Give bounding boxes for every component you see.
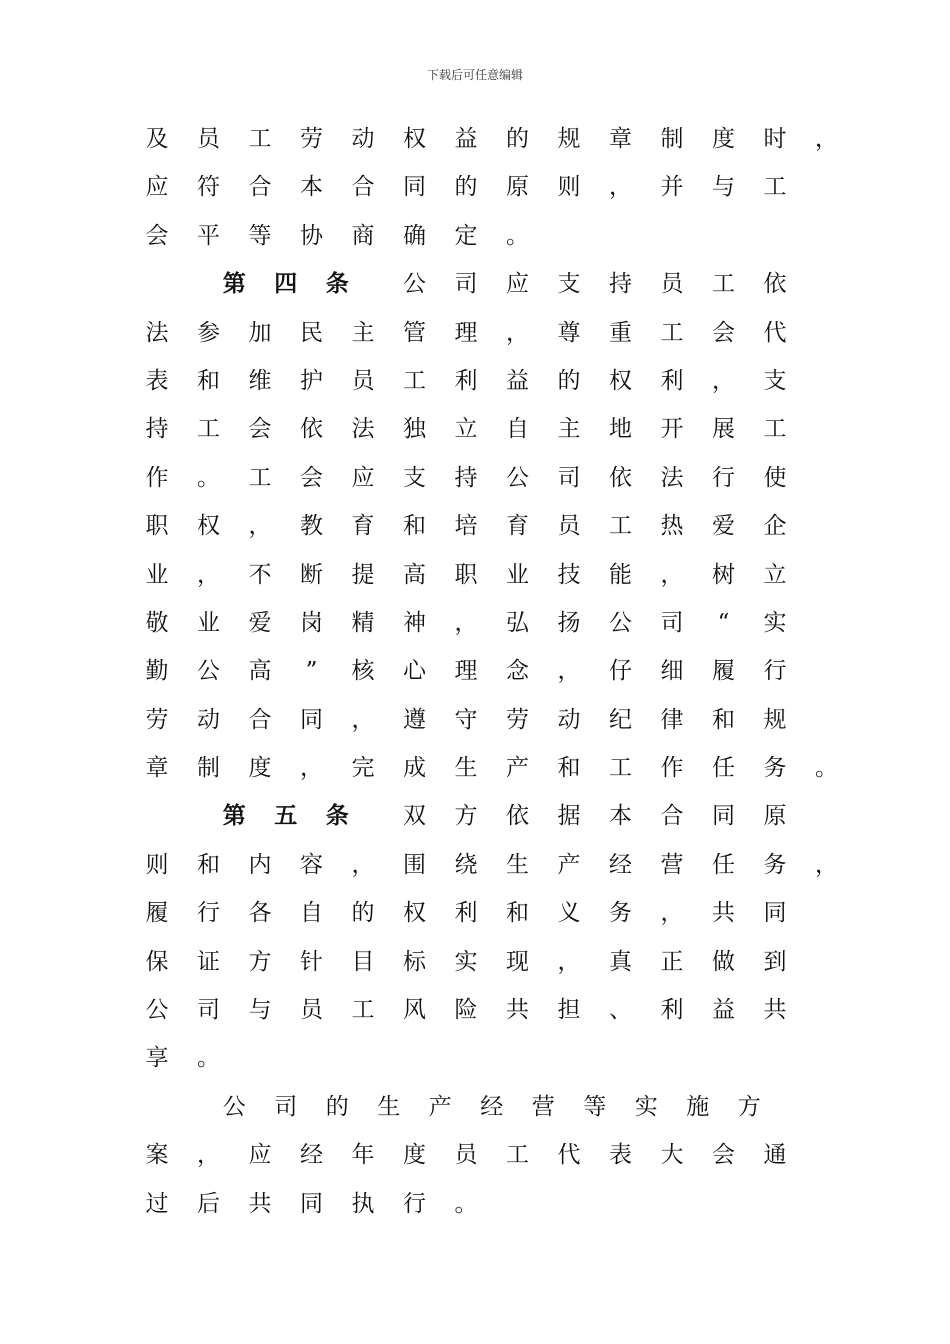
text-char: 施 xyxy=(686,1093,710,1120)
text-char: 表 xyxy=(609,1142,632,1169)
text-line xyxy=(0,1180,950,1228)
text-char: 围 xyxy=(403,851,426,878)
text-char: 工 xyxy=(763,416,787,443)
page-header-note: 下载后可任意编辑 xyxy=(426,68,523,82)
text-char: ， xyxy=(712,367,735,394)
text-line xyxy=(0,502,950,550)
text-char: 热 xyxy=(660,513,684,540)
text-char: 经 xyxy=(480,1093,504,1120)
text-char: 劳 xyxy=(506,706,529,733)
text-char: 则 xyxy=(557,174,581,201)
text-char: 务 xyxy=(763,755,787,782)
text-char: 营 xyxy=(660,851,684,878)
text-char: 做 xyxy=(712,948,735,975)
text-char: 益 xyxy=(506,367,529,394)
text-char: 章 xyxy=(145,755,169,782)
text-char: 合 xyxy=(351,174,375,201)
text-char: 产 xyxy=(506,755,529,782)
text-char: 公 xyxy=(403,271,426,298)
text-char: 业 xyxy=(506,561,529,588)
text-char: 生 xyxy=(506,851,529,878)
text-char: 管 xyxy=(403,319,426,346)
text-char: 规 xyxy=(557,126,581,152)
text-char: 后 xyxy=(197,1190,220,1217)
text-char: 加 xyxy=(248,319,272,346)
text-char: 内 xyxy=(248,851,272,878)
text-char: 任 xyxy=(712,755,735,782)
text-char: 经 xyxy=(300,1142,323,1169)
text-char: 度 xyxy=(403,1142,426,1169)
text-char: 合 xyxy=(248,174,272,201)
text-char: 尊 xyxy=(557,319,581,346)
text-char: 据 xyxy=(557,803,581,830)
text-char: 司 xyxy=(660,609,684,636)
text-char: 的 xyxy=(557,367,581,394)
text-line xyxy=(0,357,950,405)
text-char: 主 xyxy=(557,416,581,443)
text-char: 。 xyxy=(454,1190,478,1217)
text-char: 权 xyxy=(403,126,426,152)
text-char: 成 xyxy=(403,755,426,782)
text-char: 享 xyxy=(145,1045,169,1072)
text-char: 提 xyxy=(351,561,375,588)
text-char: 共 xyxy=(712,900,735,927)
text-char: 公 xyxy=(145,997,169,1024)
text-char: 利 xyxy=(454,900,478,927)
text-char: 业 xyxy=(145,561,169,588)
text-char: 敬 xyxy=(145,609,169,636)
text-char: ， xyxy=(557,658,581,685)
text-char: 司 xyxy=(197,997,220,1024)
text-char: 工 xyxy=(351,997,375,1024)
text-char: 员 xyxy=(351,367,375,394)
article-heading-char: 五 xyxy=(274,802,298,830)
text-char: 爱 xyxy=(248,609,272,636)
text-char: 工 xyxy=(763,174,787,201)
text-char: 作 xyxy=(145,464,169,491)
text-char: 保 xyxy=(145,948,169,975)
text-char: 遵 xyxy=(403,706,426,733)
text-char: 行 xyxy=(712,464,735,491)
text-char: “ xyxy=(717,609,730,636)
text-char: 同 xyxy=(712,803,735,830)
text-char: 育 xyxy=(506,513,529,540)
text-char: 大 xyxy=(660,1142,684,1169)
text-char: 时 xyxy=(763,126,787,152)
text-char: 制 xyxy=(660,126,684,152)
text-char: 民 xyxy=(300,319,323,346)
text-char: 职 xyxy=(145,513,169,540)
text-char: 司 xyxy=(557,464,581,491)
text-char: 实 xyxy=(763,609,787,636)
text-char: 心 xyxy=(403,658,426,685)
text-char: ， xyxy=(815,126,838,152)
text-char: 年 xyxy=(351,1142,375,1169)
text-char: 同 xyxy=(300,706,323,733)
text-char: 司 xyxy=(454,271,478,298)
text-char: 确 xyxy=(403,222,426,249)
text-char: 正 xyxy=(660,948,684,975)
text-line xyxy=(0,696,950,744)
text-char: 工 xyxy=(506,1142,529,1169)
text-char: 益 xyxy=(712,997,735,1024)
text-char: 断 xyxy=(300,561,323,588)
text-char: 职 xyxy=(454,561,478,588)
text-char: 产 xyxy=(557,851,581,878)
text-char: 等 xyxy=(248,222,272,249)
article-heading-char: 条 xyxy=(325,270,349,298)
text-char: 参 xyxy=(197,319,220,346)
text-char: 各 xyxy=(248,900,272,927)
text-char: 通 xyxy=(763,1142,787,1169)
text-line xyxy=(0,454,950,502)
text-char: 主 xyxy=(351,319,375,346)
text-char: 代 xyxy=(763,319,787,346)
text-char: 持 xyxy=(454,464,478,491)
text-char: 依 xyxy=(763,271,787,298)
text-char: ， xyxy=(557,948,581,975)
document-body xyxy=(0,115,950,1228)
text-char: 担 xyxy=(557,997,581,1024)
text-char: 章 xyxy=(609,126,632,152)
article-heading-char: 条 xyxy=(325,802,349,830)
text-char: ” xyxy=(305,658,318,685)
text-char: 培 xyxy=(454,513,478,540)
text-char: 、 xyxy=(609,997,632,1024)
text-char: 方 xyxy=(248,948,272,975)
text-char: 和 xyxy=(197,367,220,394)
text-char: 会 xyxy=(248,416,272,443)
text-char: 和 xyxy=(506,900,529,927)
text-char: 公 xyxy=(197,658,220,685)
text-char: 平 xyxy=(197,222,220,249)
text-char: 法 xyxy=(660,464,684,491)
text-char: 工 xyxy=(660,319,684,346)
text-char: 工 xyxy=(248,126,272,152)
text-char: 益 xyxy=(454,126,478,152)
text-char: 法 xyxy=(351,416,375,443)
text-char: 精 xyxy=(351,609,375,636)
text-line xyxy=(0,405,950,453)
text-char: 工 xyxy=(712,271,735,298)
text-char: 岗 xyxy=(300,609,323,636)
text-char: 和 xyxy=(712,706,735,733)
text-char: ， xyxy=(660,900,684,927)
text-char: 工 xyxy=(197,416,220,443)
text-char: 及 xyxy=(145,126,169,152)
text-line xyxy=(0,599,950,647)
text-char: 能 xyxy=(609,561,632,588)
text-char: 支 xyxy=(403,464,426,491)
text-char: 扬 xyxy=(557,609,581,636)
text-char: 与 xyxy=(712,174,735,201)
text-char: 经 xyxy=(609,851,632,878)
text-char: 行 xyxy=(197,900,220,927)
text-char: 企 xyxy=(763,513,787,540)
text-char: 会 xyxy=(300,464,323,491)
text-char: ， xyxy=(351,706,375,733)
text-char: 等 xyxy=(583,1093,607,1120)
text-char: 实 xyxy=(634,1093,658,1120)
text-char: 务 xyxy=(763,851,787,878)
text-char: 司 xyxy=(274,1093,298,1120)
text-char: 共 xyxy=(248,1190,272,1217)
text-char: 弘 xyxy=(506,609,529,636)
text-char: 符 xyxy=(197,174,220,201)
text-char: 共 xyxy=(506,997,529,1024)
text-char: 本 xyxy=(300,174,323,201)
text-line xyxy=(0,1083,950,1131)
text-char: 实 xyxy=(454,948,478,975)
text-char: 依 xyxy=(506,803,529,830)
text-char: 工 xyxy=(403,367,426,394)
text-char: 法 xyxy=(145,319,169,346)
text-char: 则 xyxy=(145,851,169,878)
text-char: 高 xyxy=(248,658,272,685)
text-char: 利 xyxy=(660,997,684,1024)
text-char: 行 xyxy=(763,658,787,685)
text-char: ， xyxy=(351,851,375,878)
text-char: 神 xyxy=(403,609,426,636)
text-char: 工 xyxy=(609,513,632,540)
text-char: 护 xyxy=(300,367,323,394)
text-char: 过 xyxy=(145,1190,169,1217)
text-line xyxy=(0,212,950,260)
text-char: 展 xyxy=(712,416,735,443)
text-char: 的 xyxy=(454,174,478,201)
text-char: 权 xyxy=(609,367,632,394)
text-char: 持 xyxy=(145,416,169,443)
article-heading-char: 第 xyxy=(222,270,246,298)
text-char: 代 xyxy=(557,1142,581,1169)
text-char: 原 xyxy=(506,174,529,201)
text-char: 持 xyxy=(609,271,632,298)
text-char: 员 xyxy=(300,997,323,1024)
text-char: 劳 xyxy=(145,706,169,733)
text-char: 利 xyxy=(454,367,478,394)
text-char: 并 xyxy=(660,174,684,201)
text-char: 细 xyxy=(660,658,684,685)
text-char: 现 xyxy=(506,948,529,975)
text-line xyxy=(0,647,950,695)
text-char: 风 xyxy=(403,997,426,1024)
text-char: 行 xyxy=(403,1190,426,1217)
text-char: 证 xyxy=(197,948,220,975)
text-char: 履 xyxy=(712,658,735,685)
text-char: 度 xyxy=(248,755,272,782)
text-char: 员 xyxy=(660,271,684,298)
text-char: 育 xyxy=(351,513,375,540)
text-char: 营 xyxy=(531,1093,555,1120)
text-char: 树 xyxy=(712,561,735,588)
text-char: 念 xyxy=(506,658,529,685)
text-char: 定 xyxy=(454,222,478,249)
text-char: 应 xyxy=(248,1142,272,1169)
text-char: 完 xyxy=(351,755,375,782)
text-line xyxy=(0,551,950,599)
text-char: 标 xyxy=(403,948,426,975)
text-char: 依 xyxy=(300,416,323,443)
text-char: 工 xyxy=(248,464,272,491)
text-line xyxy=(0,260,950,308)
text-char: 规 xyxy=(763,706,787,733)
text-line xyxy=(0,938,950,986)
text-char: 纪 xyxy=(609,706,632,733)
text-char: 不 xyxy=(248,561,272,588)
text-char: 制 xyxy=(197,755,220,782)
text-char: 容 xyxy=(300,851,323,878)
text-char: 方 xyxy=(737,1093,761,1120)
text-line xyxy=(0,163,950,211)
text-char: 权 xyxy=(403,900,426,927)
text-char: 员 xyxy=(454,1142,478,1169)
text-char: 守 xyxy=(454,706,478,733)
text-char: 合 xyxy=(660,803,684,830)
article-heading-char: 第 xyxy=(222,802,246,830)
text-char: 权 xyxy=(197,513,220,540)
text-char: 应 xyxy=(145,174,169,201)
text-char: 核 xyxy=(351,658,375,685)
text-char: 会 xyxy=(712,319,735,346)
text-char: 。 xyxy=(197,1045,220,1072)
text-char: 的 xyxy=(506,126,529,152)
text-char: 维 xyxy=(248,367,272,394)
text-line xyxy=(0,889,950,937)
text-char: 商 xyxy=(351,222,375,249)
text-char: 生 xyxy=(454,755,478,782)
text-char: 律 xyxy=(660,706,684,733)
text-char: 自 xyxy=(300,900,323,927)
text-char: 合 xyxy=(248,706,272,733)
text-char: ， xyxy=(454,609,478,636)
text-char: 理 xyxy=(454,319,478,346)
text-char: ， xyxy=(815,851,838,878)
text-char: 利 xyxy=(660,367,684,394)
text-char: 会 xyxy=(712,1142,735,1169)
text-line xyxy=(0,309,950,357)
text-char: 立 xyxy=(454,416,478,443)
text-line xyxy=(0,1131,950,1179)
text-char: 协 xyxy=(300,222,323,249)
text-char: 高 xyxy=(403,561,426,588)
text-line xyxy=(0,115,950,163)
text-char: 务 xyxy=(609,900,632,927)
text-char: 本 xyxy=(609,803,632,830)
text-char: 公 xyxy=(506,464,529,491)
text-char: 真 xyxy=(609,948,632,975)
text-char: 同 xyxy=(403,174,426,201)
text-char: 自 xyxy=(506,416,529,443)
text-char: 。 xyxy=(815,755,838,782)
text-char: 共 xyxy=(763,997,787,1024)
text-char: ， xyxy=(197,561,220,588)
text-char: 理 xyxy=(454,658,478,685)
text-line xyxy=(0,1034,950,1082)
text-char: ， xyxy=(609,174,632,201)
text-char: 绕 xyxy=(454,851,478,878)
text-char: ， xyxy=(506,319,529,346)
text-char: 和 xyxy=(557,755,581,782)
text-char: 任 xyxy=(712,851,735,878)
text-char: 教 xyxy=(300,513,323,540)
text-char: 方 xyxy=(454,803,478,830)
text-char: 使 xyxy=(763,464,787,491)
text-char: 动 xyxy=(557,706,581,733)
text-line xyxy=(0,744,950,792)
text-char: 的 xyxy=(325,1093,349,1120)
text-char: 立 xyxy=(763,561,787,588)
text-char: ， xyxy=(300,755,323,782)
text-char: 和 xyxy=(403,513,426,540)
text-char: 地 xyxy=(609,416,632,443)
text-char: 工 xyxy=(609,755,632,782)
text-char: 。 xyxy=(506,222,529,249)
text-char: 员 xyxy=(557,513,581,540)
text-char: 员 xyxy=(197,126,220,152)
text-char: 与 xyxy=(248,997,272,1024)
text-char: 依 xyxy=(609,464,632,491)
text-char: 针 xyxy=(300,948,323,975)
text-char: 。 xyxy=(197,464,220,491)
text-char: 公 xyxy=(222,1093,246,1120)
text-char: 动 xyxy=(197,706,220,733)
text-char: 险 xyxy=(454,997,478,1024)
text-char: ， xyxy=(660,561,684,588)
article-heading-char: 四 xyxy=(274,270,298,298)
text-char: 执 xyxy=(351,1190,375,1217)
text-char: 劳 xyxy=(300,126,323,152)
text-char: 爱 xyxy=(712,513,735,540)
text-char: 作 xyxy=(660,755,684,782)
text-char: 原 xyxy=(763,803,787,830)
text-char: 应 xyxy=(506,271,529,298)
text-char: 业 xyxy=(197,609,220,636)
text-char: 义 xyxy=(557,900,581,927)
text-char: ， xyxy=(197,1142,220,1169)
text-char: 到 xyxy=(763,948,787,975)
text-char: 独 xyxy=(403,416,426,443)
text-char: 仔 xyxy=(609,658,632,685)
text-char: 同 xyxy=(763,900,787,927)
text-char: 会 xyxy=(145,222,169,249)
text-char: 开 xyxy=(660,416,684,443)
text-line xyxy=(0,792,950,840)
text-char: 公 xyxy=(609,609,632,636)
text-char: 支 xyxy=(763,367,787,394)
text-char: 重 xyxy=(609,319,632,346)
text-char: 目 xyxy=(351,948,375,975)
text-char: 案 xyxy=(145,1142,169,1169)
text-char: 勤 xyxy=(145,658,169,685)
text-char: 支 xyxy=(557,271,581,298)
text-char: 度 xyxy=(712,126,735,152)
text-char: 生 xyxy=(377,1093,401,1120)
text-line xyxy=(0,986,950,1034)
text-char: 技 xyxy=(557,561,581,588)
text-char: 履 xyxy=(145,900,169,927)
text-char: ， xyxy=(248,513,272,540)
text-char: 表 xyxy=(145,367,169,394)
text-char: 动 xyxy=(351,126,375,152)
text-char: 应 xyxy=(351,464,375,491)
text-char: 和 xyxy=(197,851,220,878)
text-char: 同 xyxy=(300,1190,323,1217)
text-char: 双 xyxy=(403,803,426,830)
text-line xyxy=(0,841,950,889)
text-char: 的 xyxy=(351,900,375,927)
text-char: 产 xyxy=(428,1093,452,1120)
